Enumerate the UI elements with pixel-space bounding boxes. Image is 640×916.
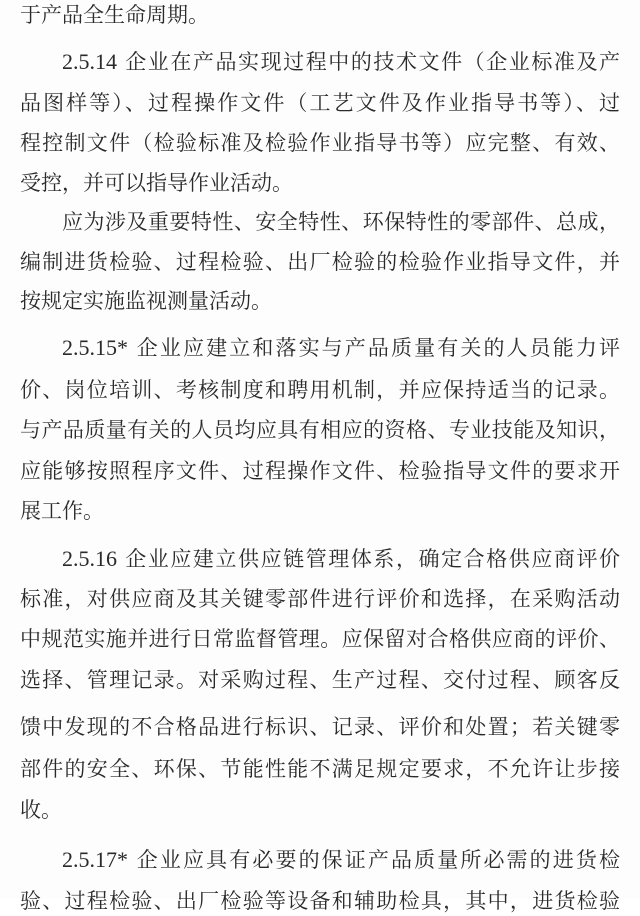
clause-2-5-16-line [62, 544, 620, 574]
text-line: 中规范实施并进行日常监督管理。应保留对合格供应商的评价、 [20, 627, 620, 651]
paragraph-start-line: 应为涉及重要特性、安全特性、环保特性的零部件、总成， [62, 210, 620, 234]
text-line: 应能够按照程序文件、过程操作文件、检验指导文件的要求开 [20, 459, 620, 483]
clause-number: 2.5.15* [62, 335, 128, 360]
clause-number: 2.5.17* [62, 847, 128, 872]
text-line: 与产品质量有关的人员均应具有相应的资格、专业技能及知识， [20, 418, 620, 442]
text-line-clipped: 验、过程检验、出厂检验等设备和辅助检具，其中，进货检验 [20, 889, 620, 913]
clause-text: 企业应建立和落实与产品质量有关的人员能力评 [136, 336, 620, 360]
text-line: 于产品全生命周期。 [20, 3, 209, 27]
clause-2-5-15-line [62, 333, 620, 363]
text-line: 价、岗位培训、考核制度和聘用机制，并应保持适当的记录。 [20, 378, 620, 402]
text-line: 编制进货检验、过程检验、出厂检验的检验作业指导文件，并 [20, 250, 620, 274]
text-line: 标准，对供应商及其关键零部件进行评价和选择，在采购活动 [20, 587, 620, 611]
clause-2-5-14-line [62, 47, 620, 77]
clause-text: 企业在产品实现过程中的技术文件（企业标准及产 [125, 50, 621, 74]
text-line: 馈中发现的不合格品进行标识、记录、评价和处置；若关键零 [20, 715, 620, 739]
text-line: 程控制文件（检验标准及检验作业指导书等）应完整、有效、 [20, 131, 620, 155]
text-line: 部件的安全、环保、节能性能不满足规定要求，不允许让步接 [20, 757, 620, 781]
text-line: 品图样等）、过程操作文件（工艺文件及作业指导书等）、过 [20, 91, 620, 115]
text-line: 受控，并可以指导作业活动。 [20, 171, 293, 195]
clause-text: 企业应具有必要的保证产品质量所必需的进货检 [136, 848, 620, 872]
clause-number: 2.5.14 [62, 49, 117, 74]
clause-number: 2.5.16 [62, 546, 117, 571]
text-line: 展工作。 [20, 499, 104, 523]
clause-text: 企业应建立供应链管理体系，确定合格供应商评价 [125, 547, 621, 571]
text-line: 收。 [20, 798, 62, 822]
text-line: 按规定实施监视测量活动。 [20, 289, 272, 313]
text-line: 选择、管理记录。对采购过程、生产过程、交付过程、顾客反 [20, 668, 620, 692]
clause-2-5-17-line [62, 845, 620, 875]
